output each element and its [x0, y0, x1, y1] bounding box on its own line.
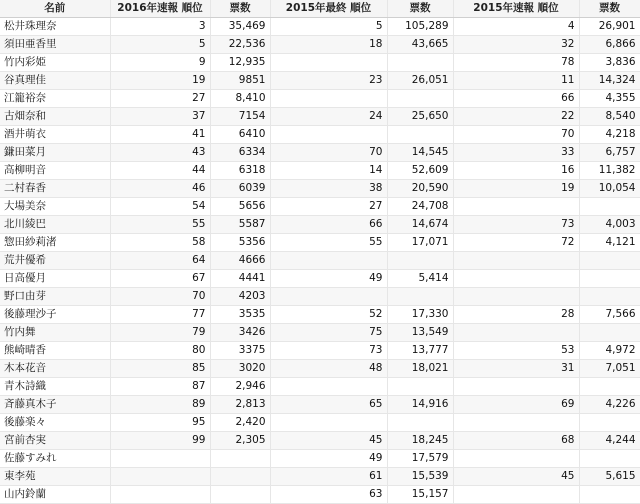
header-2016-rank[interactable]: 2016年速報 順位: [110, 0, 210, 18]
cell-name[interactable]: 北川綾巴: [0, 216, 110, 234]
cell-name[interactable]: 松井珠理奈: [0, 18, 110, 36]
cell-2015-prelim-votes[interactable]: 26,901: [579, 18, 640, 36]
cell-2015-prelim-votes[interactable]: 10,054: [579, 180, 640, 198]
cell-2016-rank[interactable]: 46: [110, 180, 210, 198]
cell-2015-prelim-votes[interactable]: 7,566: [579, 306, 640, 324]
cell-2016-votes[interactable]: 7154: [210, 108, 270, 126]
cell-2016-rank[interactable]: 37: [110, 108, 210, 126]
cell-name[interactable]: 木本花音: [0, 360, 110, 378]
cell-2015-prelim-rank[interactable]: [453, 414, 579, 432]
cell-name[interactable]: 熊崎晴香: [0, 342, 110, 360]
table-row: [0, 252, 640, 270]
cell-2015-prelim-rank[interactable]: [453, 378, 579, 396]
cell-2016-rank[interactable]: 44: [110, 162, 210, 180]
cell-2015-final-rank[interactable]: 52: [270, 306, 387, 324]
table-row: [0, 324, 640, 342]
cell-2015-prelim-rank[interactable]: [453, 252, 579, 270]
table-row: [0, 486, 640, 504]
cell-2015-prelim-votes[interactable]: [579, 486, 640, 504]
cell-2016-votes[interactable]: 5656: [210, 198, 270, 216]
table-row: [0, 126, 640, 144]
cell-2015-final-rank[interactable]: 49: [270, 270, 387, 288]
cell-2015-prelim-votes[interactable]: 4,355: [579, 90, 640, 108]
cell-2015-final-rank[interactable]: 27: [270, 198, 387, 216]
table-row: [0, 414, 640, 432]
cell-2016-votes[interactable]: 3535: [210, 306, 270, 324]
table-row: [0, 396, 640, 414]
cell-2015-prelim-votes[interactable]: [579, 378, 640, 396]
cell-2015-final-votes[interactable]: 20,590: [387, 180, 453, 198]
cell-2015-final-rank[interactable]: 14: [270, 162, 387, 180]
table-row: [0, 72, 640, 90]
cell-2015-prelim-rank[interactable]: 32: [453, 36, 579, 54]
cell-name[interactable]: 鎌田菜月: [0, 144, 110, 162]
cell-2016-votes[interactable]: 4666: [210, 252, 270, 270]
cell-2015-prelim-rank[interactable]: 68: [453, 432, 579, 450]
cell-2016-rank[interactable]: 70: [110, 288, 210, 306]
cell-2015-prelim-rank[interactable]: [453, 270, 579, 288]
cell-name[interactable]: 江籠裕奈: [0, 90, 110, 108]
cell-2016-rank[interactable]: 9: [110, 54, 210, 72]
header-2015-final-rank[interactable]: 2015年最終 順位: [270, 0, 387, 18]
cell-2015-final-votes[interactable]: 52,609: [387, 162, 453, 180]
table-row: [0, 216, 640, 234]
table-row: [0, 468, 640, 486]
cell-2015-final-rank[interactable]: 63: [270, 486, 387, 504]
cell-2015-final-votes[interactable]: [387, 126, 453, 144]
header-2015-prelim-rank[interactable]: 2015年速報 順位: [453, 0, 579, 18]
cell-2016-votes[interactable]: 6318: [210, 162, 270, 180]
cell-2015-final-votes[interactable]: 13,549: [387, 324, 453, 342]
cell-2015-final-rank[interactable]: [270, 90, 387, 108]
cell-2015-final-rank[interactable]: 5: [270, 18, 387, 36]
table-row: [0, 36, 640, 54]
cell-name[interactable]: 須田亜香里: [0, 36, 110, 54]
cell-name[interactable]: 宮前杏実: [0, 432, 110, 450]
cell-2015-final-rank[interactable]: 23: [270, 72, 387, 90]
table-row: [0, 270, 640, 288]
table-row: [0, 306, 640, 324]
cell-2016-rank[interactable]: 80: [110, 342, 210, 360]
cell-name[interactable]: 佐藤すみれ: [0, 450, 110, 468]
cell-2016-rank[interactable]: 77: [110, 306, 210, 324]
cell-name[interactable]: 酒井萌衣: [0, 126, 110, 144]
cell-2015-prelim-rank[interactable]: 28: [453, 306, 579, 324]
cell-2015-prelim-votes[interactable]: 4,121: [579, 234, 640, 252]
cell-2016-rank[interactable]: 67: [110, 270, 210, 288]
cell-2015-prelim-rank[interactable]: 66: [453, 90, 579, 108]
cell-2016-votes[interactable]: 5587: [210, 216, 270, 234]
cell-2016-votes[interactable]: 22,536: [210, 36, 270, 54]
cell-2015-final-rank[interactable]: [270, 126, 387, 144]
cell-2016-rank[interactable]: 3: [110, 18, 210, 36]
cell-2015-prelim-rank[interactable]: [453, 288, 579, 306]
cell-2016-rank[interactable]: 55: [110, 216, 210, 234]
cell-2015-final-votes[interactable]: [387, 252, 453, 270]
cell-2015-prelim-rank[interactable]: 11: [453, 72, 579, 90]
cell-2016-votes[interactable]: 4441: [210, 270, 270, 288]
cell-2016-votes[interactable]: 6039: [210, 180, 270, 198]
cell-2015-prelim-rank[interactable]: 78: [453, 54, 579, 72]
cell-2015-prelim-votes[interactable]: 7,051: [579, 360, 640, 378]
table-row: [0, 90, 640, 108]
cell-2016-votes[interactable]: 8,410: [210, 90, 270, 108]
cell-name[interactable]: 後藤理沙子: [0, 306, 110, 324]
cell-2015-final-votes[interactable]: 26,051: [387, 72, 453, 90]
cell-2015-prelim-votes[interactable]: [579, 252, 640, 270]
cell-2015-prelim-votes[interactable]: [579, 198, 640, 216]
cell-2016-rank[interactable]: 27: [110, 90, 210, 108]
cell-name[interactable]: 斉藤真木子: [0, 396, 110, 414]
cell-2015-prelim-votes[interactable]: [579, 414, 640, 432]
cell-2015-prelim-rank[interactable]: [453, 198, 579, 216]
cell-2016-votes[interactable]: [210, 468, 270, 486]
cell-2015-prelim-votes[interactable]: 4,244: [579, 432, 640, 450]
cell-name[interactable]: 荒井優希: [0, 252, 110, 270]
cell-2015-prelim-rank[interactable]: 45: [453, 468, 579, 486]
cell-name[interactable]: 惣田紗莉渚: [0, 234, 110, 252]
cell-name[interactable]: 後藤楽々: [0, 414, 110, 432]
cell-2015-final-rank[interactable]: 49: [270, 450, 387, 468]
cell-2016-rank[interactable]: 54: [110, 198, 210, 216]
cell-2015-prelim-votes[interactable]: [579, 288, 640, 306]
cell-2015-prelim-votes[interactable]: 5,615: [579, 468, 640, 486]
cell-2015-final-rank[interactable]: [270, 378, 387, 396]
table-row: [0, 18, 640, 36]
cell-2015-final-votes[interactable]: 14,916: [387, 396, 453, 414]
cell-2015-final-votes[interactable]: 17,579: [387, 450, 453, 468]
cell-2015-final-votes[interactable]: [387, 414, 453, 432]
cell-2016-rank[interactable]: 79: [110, 324, 210, 342]
table-row: [0, 432, 640, 450]
cell-2016-rank[interactable]: 58: [110, 234, 210, 252]
cell-2015-final-votes[interactable]: 15,157: [387, 486, 453, 504]
header-2015-final-votes[interactable]: 票数: [387, 0, 453, 18]
cell-2015-final-rank[interactable]: [270, 288, 387, 306]
cell-2016-rank[interactable]: 19: [110, 72, 210, 90]
cell-2015-final-rank[interactable]: 55: [270, 234, 387, 252]
cell-2015-final-votes[interactable]: 24,708: [387, 198, 453, 216]
cell-2015-prelim-rank[interactable]: 72: [453, 234, 579, 252]
cell-2015-prelim-votes[interactable]: [579, 270, 640, 288]
cell-2015-prelim-votes[interactable]: [579, 324, 640, 342]
cell-2015-prelim-rank[interactable]: [453, 324, 579, 342]
cell-2015-prelim-votes[interactable]: 4,003: [579, 216, 640, 234]
cell-2015-final-rank[interactable]: [270, 54, 387, 72]
cell-2015-final-rank[interactable]: 65: [270, 396, 387, 414]
cell-2015-prelim-rank[interactable]: 69: [453, 396, 579, 414]
cell-2015-final-votes[interactable]: [387, 288, 453, 306]
cell-2015-final-votes[interactable]: 14,545: [387, 144, 453, 162]
cell-name[interactable]: 青木詩織: [0, 378, 110, 396]
cell-2015-prelim-votes[interactable]: 3,836: [579, 54, 640, 72]
cell-2016-rank[interactable]: 95: [110, 414, 210, 432]
cell-2015-prelim-votes[interactable]: 14,324: [579, 72, 640, 90]
cell-2015-prelim-rank[interactable]: 31: [453, 360, 579, 378]
cell-2016-votes[interactable]: 2,813: [210, 396, 270, 414]
cell-2015-final-votes[interactable]: 17,071: [387, 234, 453, 252]
table-row: [0, 144, 640, 162]
cell-2016-votes[interactable]: 12,935: [210, 54, 270, 72]
cell-2015-final-votes[interactable]: [387, 90, 453, 108]
cell-2016-rank[interactable]: 87: [110, 378, 210, 396]
cell-2015-final-rank[interactable]: 66: [270, 216, 387, 234]
cell-2015-prelim-votes[interactable]: 11,382: [579, 162, 640, 180]
cell-name[interactable]: 日高優月: [0, 270, 110, 288]
cell-2015-final-rank[interactable]: [270, 414, 387, 432]
cell-2015-final-votes[interactable]: 13,777: [387, 342, 453, 360]
cell-2015-final-rank[interactable]: 73: [270, 342, 387, 360]
cell-name[interactable]: 竹内舞: [0, 324, 110, 342]
cell-name[interactable]: 竹内彩姫: [0, 54, 110, 72]
cell-2015-prelim-rank[interactable]: [453, 486, 579, 504]
cell-2016-votes[interactable]: 35,469: [210, 18, 270, 36]
table-row: [0, 108, 640, 126]
cell-2016-votes[interactable]: 6410: [210, 126, 270, 144]
cell-2015-final-rank[interactable]: 38: [270, 180, 387, 198]
cell-2016-votes[interactable]: 5356: [210, 234, 270, 252]
cell-2016-votes[interactable]: 4203: [210, 288, 270, 306]
cell-2015-final-rank[interactable]: 70: [270, 144, 387, 162]
table-row: [0, 54, 640, 72]
cell-2016-rank[interactable]: 64: [110, 252, 210, 270]
cell-2015-final-votes[interactable]: [387, 378, 453, 396]
cell-2016-votes[interactable]: 3426: [210, 324, 270, 342]
cell-2015-final-votes[interactable]: 18,021: [387, 360, 453, 378]
cell-2016-votes[interactable]: 2,420: [210, 414, 270, 432]
cell-2015-final-votes[interactable]: 43,665: [387, 36, 453, 54]
table-row: [0, 162, 640, 180]
cell-2015-prelim-votes[interactable]: 4,226: [579, 396, 640, 414]
cell-2015-prelim-rank[interactable]: 4: [453, 18, 579, 36]
cell-2015-final-votes[interactable]: 15,539: [387, 468, 453, 486]
cell-2016-rank[interactable]: [110, 468, 210, 486]
cell-2016-votes[interactable]: 2,946: [210, 378, 270, 396]
cell-2016-votes[interactable]: 2,305: [210, 432, 270, 450]
header-name[interactable]: 名前: [0, 0, 110, 18]
cell-2016-votes[interactable]: 3020: [210, 360, 270, 378]
cell-2016-rank[interactable]: 43: [110, 144, 210, 162]
cell-2016-votes[interactable]: 3375: [210, 342, 270, 360]
cell-2015-final-rank[interactable]: [270, 252, 387, 270]
cell-name[interactable]: 谷真理佳: [0, 72, 110, 90]
cell-2015-final-votes[interactable]: 17,330: [387, 306, 453, 324]
cell-2015-final-rank[interactable]: 24: [270, 108, 387, 126]
table-row: [0, 234, 640, 252]
cell-2015-final-rank[interactable]: 75: [270, 324, 387, 342]
cell-2015-prelim-votes[interactable]: 8,540: [579, 108, 640, 126]
cell-2015-final-votes[interactable]: 25,650: [387, 108, 453, 126]
cell-2016-rank[interactable]: 99: [110, 432, 210, 450]
cell-name[interactable]: 山内鈴蘭: [0, 486, 110, 504]
cell-2015-final-rank[interactable]: 48: [270, 360, 387, 378]
cell-2015-final-rank[interactable]: 18: [270, 36, 387, 54]
header-2015-prelim-votes[interactable]: 票数: [579, 0, 640, 18]
table-row: [0, 360, 640, 378]
cell-name[interactable]: 東李苑: [0, 468, 110, 486]
table-row: [0, 180, 640, 198]
cell-name[interactable]: 高柳明音: [0, 162, 110, 180]
cell-2016-rank[interactable]: 85: [110, 360, 210, 378]
cell-2015-prelim-rank[interactable]: 70: [453, 126, 579, 144]
cell-name[interactable]: 二村春香: [0, 180, 110, 198]
cell-2015-prelim-votes[interactable]: 6,757: [579, 144, 640, 162]
table-row: [0, 342, 640, 360]
cell-2016-votes[interactable]: 6334: [210, 144, 270, 162]
table-row: [0, 288, 640, 306]
cell-2016-votes[interactable]: 9851: [210, 72, 270, 90]
cell-2016-rank[interactable]: 5: [110, 36, 210, 54]
cell-2015-final-rank[interactable]: 45: [270, 432, 387, 450]
cell-2015-prelim-rank[interactable]: 33: [453, 144, 579, 162]
cell-2016-votes[interactable]: [210, 486, 270, 504]
cell-2016-rank[interactable]: 89: [110, 396, 210, 414]
cell-2015-prelim-rank[interactable]: 22: [453, 108, 579, 126]
cell-2015-final-votes[interactable]: 105,289: [387, 18, 453, 36]
table-row: [0, 378, 640, 396]
cell-2015-prelim-rank[interactable]: 16: [453, 162, 579, 180]
cell-2015-prelim-rank[interactable]: 53: [453, 342, 579, 360]
cell-name[interactable]: 古畑奈和: [0, 108, 110, 126]
cell-2015-prelim-rank[interactable]: 73: [453, 216, 579, 234]
cell-name[interactable]: 野口由芽: [0, 288, 110, 306]
header-2016-votes[interactable]: 票数: [210, 0, 270, 18]
cell-2015-final-votes[interactable]: 5,414: [387, 270, 453, 288]
cell-2015-prelim-votes[interactable]: 4,218: [579, 126, 640, 144]
cell-2015-prelim-rank[interactable]: 19: [453, 180, 579, 198]
cell-2015-final-votes[interactable]: 14,674: [387, 216, 453, 234]
cell-2015-prelim-votes[interactable]: 6,866: [579, 36, 640, 54]
header-row: [0, 0, 640, 18]
cell-2015-final-rank[interactable]: 61: [270, 468, 387, 486]
cell-name[interactable]: 大場美奈: [0, 198, 110, 216]
cell-2016-rank[interactable]: [110, 486, 210, 504]
table-row: [0, 198, 640, 216]
cell-2015-prelim-votes[interactable]: 4,972: [579, 342, 640, 360]
cell-2015-final-votes[interactable]: 18,245: [387, 432, 453, 450]
cell-2016-rank[interactable]: 41: [110, 126, 210, 144]
cell-2015-final-votes[interactable]: [387, 54, 453, 72]
